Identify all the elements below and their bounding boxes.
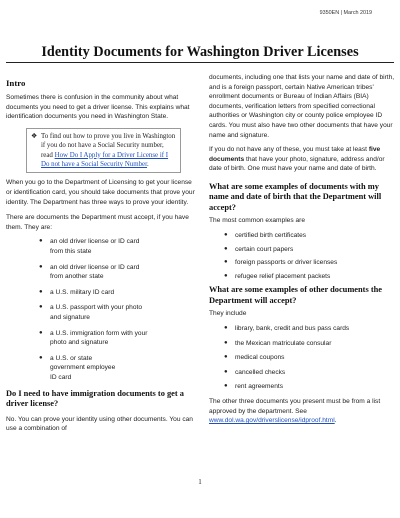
list-item: ● a U.S. military ID card [39, 288, 115, 296]
title-rule [6, 62, 394, 63]
bullet-icon: ● [39, 288, 43, 295]
name-dob-examples-intro: The most common examples are [209, 217, 306, 225]
diamond-bullet-icon: ❖ [31, 132, 38, 140]
bullet-icon: ● [224, 325, 228, 331]
list-item: ● cancelled checks [224, 368, 286, 376]
bullet-icon: ● [224, 232, 228, 239]
five-documents-paragraph: If you do not have any of these, you must take at least five documents that have your photo, signature, address and/or date of birth. One must have your name and date of birth. [209, 146, 385, 173]
list-item: ● library, bank, credit and bus pass cards [224, 325, 350, 332]
page-number: 1 [198, 478, 202, 486]
other-documents-list [224, 324, 397, 392]
dol-idproof-link[interactable]: www.dol.wa.gov/driverslicense/idproof.html [209, 417, 335, 425]
bullet-icon: ● [224, 368, 228, 375]
bullet-icon: ● [224, 383, 228, 390]
page-title: Identity Documents for Washington Driver Licenses [41, 44, 359, 60]
right-paragraph-continued: documents, including one that lists your name and date of birth, and is a foreign passport, certain Native American tribes' enrollment documents or Bureau of Indian Affairs (BIA) documents, verification letters from specified correctional authorities or Washington city or county police employee ID cards. You must also have two other documents that have your name and signature. [209, 74, 395, 139]
name-dob-examples-list [224, 231, 397, 281]
bullet-icon: ● [39, 238, 43, 245]
bullet-icon: ● [224, 259, 228, 266]
list-item: ● a U.S. immigration form with your photo and signature [39, 329, 148, 347]
left-paragraph-1: When you go to the Department of Licensing to get your license or identification card, you should take documents that prove your identity. The Department has three ways to prove your identity. [6, 179, 195, 206]
list-item: ● refugee relief placement packets [224, 272, 331, 280]
list-item: ● an old driver license or ID card from this state [39, 238, 140, 255]
other-documents-heading: What are some examples of other documents the Department will accept? [209, 285, 382, 305]
bullet-icon: ● [224, 245, 228, 252]
bullet-icon: ● [224, 354, 228, 361]
immigration-paragraph: No. You can prove your identity using other documents. You can use a combination of [6, 415, 193, 433]
ssn-guide-link[interactable]: How Do I Apply for a Driver License if I Do not have a Social Security Number [41, 151, 169, 168]
callout-text: To find out how to prove you live in Washington if you do not have a Social Security number, read [41, 132, 176, 159]
callout-box [26, 128, 181, 174]
bullet-icon: ● [39, 329, 43, 336]
list-item: ● certain court papers [224, 245, 294, 253]
list-item: ● foreign passports or driver licenses [224, 259, 338, 267]
bullet-icon: ● [224, 339, 228, 346]
list-item: ● the Mexican matriculate consular [224, 339, 332, 347]
intro-heading: Intro [6, 78, 26, 88]
callout-end: . [147, 161, 149, 168]
name-dob-examples-heading: What are some examples of documents with my name and date of birth that the Department will accept? [209, 181, 382, 212]
list-item: ● medical coupons [224, 354, 285, 362]
bullet-icon: ● [39, 304, 43, 311]
bullet-icon: ● [39, 263, 43, 270]
list-item: ● certified birth certificates [224, 232, 307, 240]
left-column [6, 66, 195, 434]
bullet-icon: ● [39, 354, 43, 361]
accepted-documents-list [39, 237, 150, 382]
list-item: ● rent agreements [224, 383, 284, 391]
five-documents-emphasis: five documents [209, 146, 381, 163]
list-item: ● a U.S. passport with your photo and signature [39, 304, 142, 321]
closing-paragraph: The other three documents you present must be from a list approved by the department. See www.dol.wa.gov/driverslicense/idproof.html. [209, 397, 381, 425]
document-code: 9350EN | March 2019 [319, 10, 372, 16]
intro-paragraph: Sometimes there is confusion in the community about what documents you need to get a driver license. This explains what identification documents you need in Washington State. [6, 94, 190, 121]
list-item: ● an old driver license or ID card from another state [39, 263, 140, 281]
other-documents-intro: They include [209, 310, 247, 318]
list-item: ● a U.S. or state government employee ID card [39, 354, 116, 381]
right-column [209, 73, 397, 426]
immigration-heading: Do I need to have immigration documents to get a driver license? [6, 388, 184, 408]
bullet-icon: ● [224, 272, 228, 279]
left-paragraph-2: There are documents the Department must accept, if you have them. They are: [6, 214, 189, 231]
